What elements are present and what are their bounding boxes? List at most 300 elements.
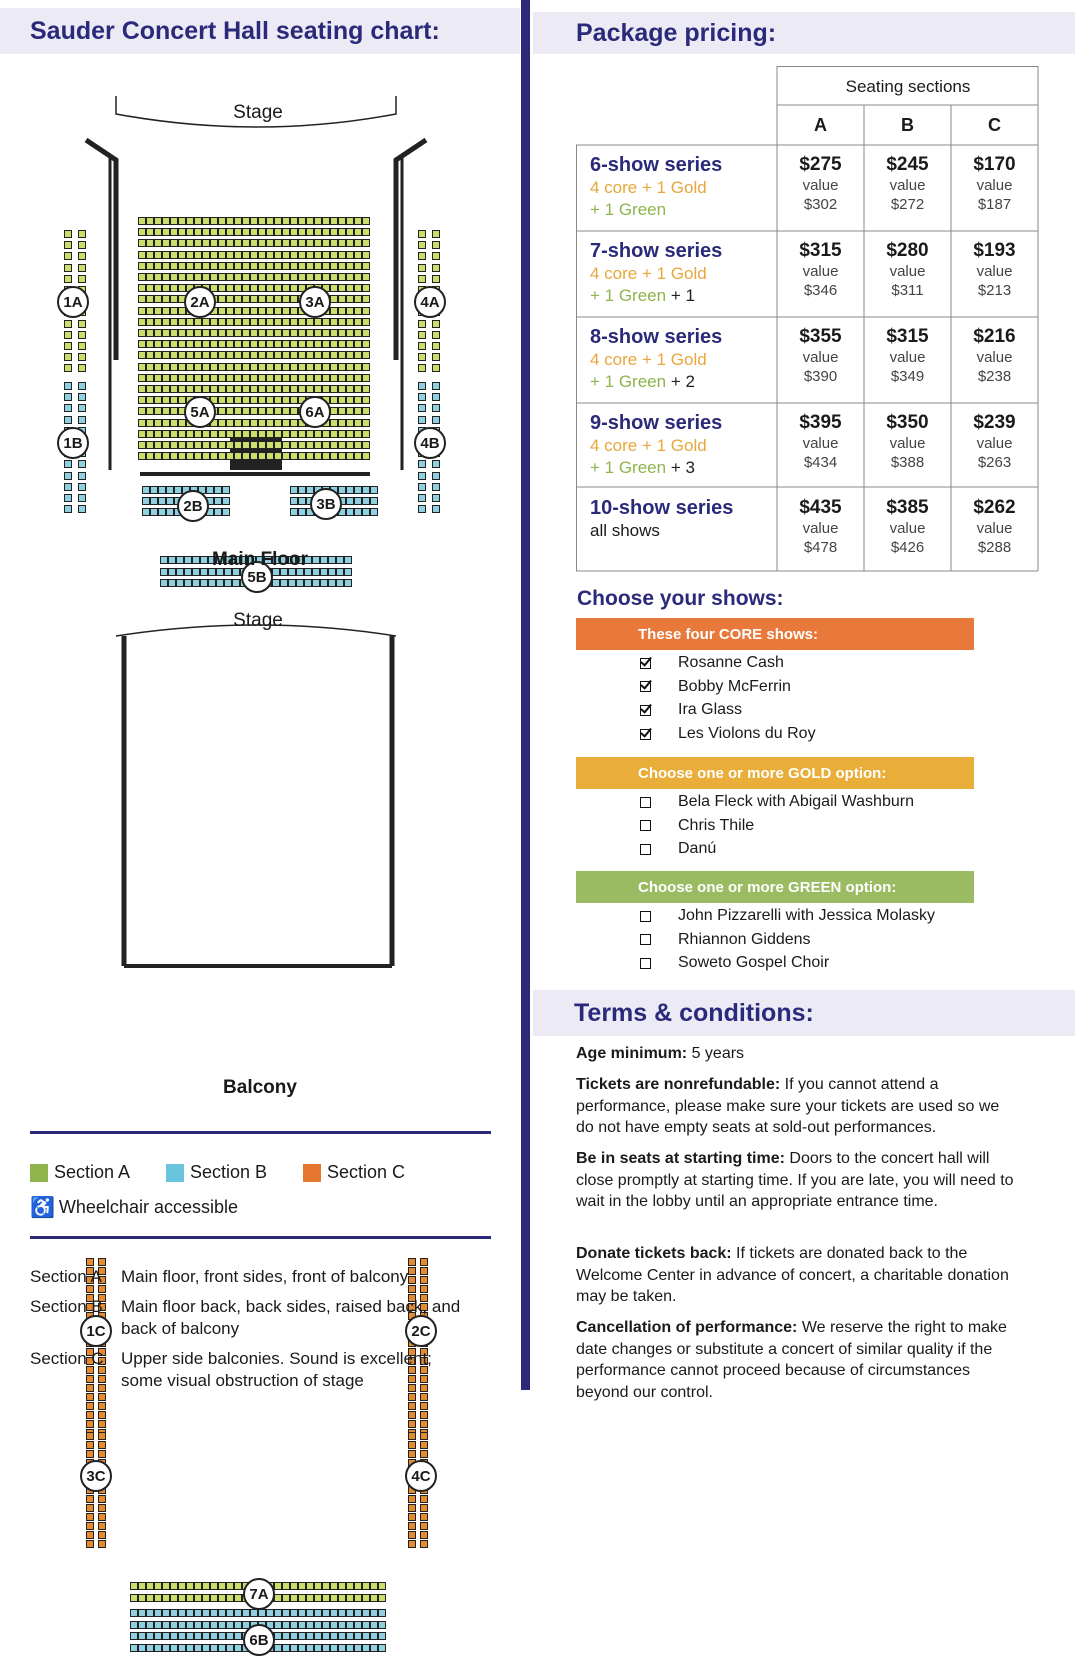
seat bbox=[298, 441, 306, 449]
checked-checkbox-icon[interactable] bbox=[640, 729, 651, 740]
green-shows-bar bbox=[576, 871, 974, 903]
seat bbox=[266, 217, 274, 225]
seat bbox=[138, 1582, 146, 1590]
seat bbox=[210, 1621, 218, 1629]
seat bbox=[250, 385, 258, 393]
seat bbox=[86, 1495, 94, 1503]
seat bbox=[266, 251, 274, 259]
green-show-item[interactable] bbox=[640, 907, 935, 925]
seat bbox=[420, 1522, 428, 1530]
seat bbox=[266, 295, 274, 303]
series-green-line bbox=[590, 285, 770, 307]
seat bbox=[282, 363, 290, 371]
seat bbox=[354, 363, 362, 371]
seat bbox=[226, 396, 234, 404]
seat bbox=[322, 374, 330, 382]
seat bbox=[314, 1632, 322, 1640]
value-amount: $288 bbox=[977, 539, 1012, 556]
seat bbox=[218, 1582, 226, 1590]
seat bbox=[218, 419, 226, 427]
seat bbox=[362, 452, 370, 460]
seat bbox=[432, 241, 440, 249]
seat bbox=[274, 396, 282, 404]
seat bbox=[226, 441, 234, 449]
seat bbox=[322, 1632, 330, 1640]
seat bbox=[226, 430, 234, 438]
seat bbox=[314, 1594, 322, 1602]
seat bbox=[194, 340, 202, 348]
seat bbox=[362, 486, 370, 494]
seat bbox=[258, 295, 266, 303]
value-amount: $187 bbox=[977, 196, 1012, 213]
seat bbox=[226, 262, 234, 270]
price-value: $350 bbox=[886, 412, 929, 433]
seat bbox=[242, 228, 250, 236]
seat bbox=[274, 419, 282, 427]
core-show-item[interactable] bbox=[640, 701, 742, 719]
seat bbox=[218, 340, 226, 348]
seat bbox=[178, 363, 186, 371]
seat bbox=[142, 497, 150, 505]
price-value: $315 bbox=[799, 240, 842, 261]
seat bbox=[226, 1644, 234, 1652]
price-value: $435 bbox=[799, 497, 842, 518]
seat bbox=[306, 351, 314, 359]
seat bbox=[330, 441, 338, 449]
seat bbox=[282, 318, 290, 326]
seat bbox=[298, 1632, 306, 1640]
section-a-swatch bbox=[30, 1164, 48, 1182]
seat bbox=[330, 1632, 338, 1640]
seat bbox=[314, 329, 322, 337]
seat bbox=[330, 262, 338, 270]
seat bbox=[370, 486, 378, 494]
seat bbox=[362, 251, 370, 259]
seat bbox=[186, 1594, 194, 1602]
seat bbox=[178, 374, 186, 382]
seat bbox=[98, 1258, 106, 1266]
seat bbox=[338, 385, 346, 393]
seat bbox=[242, 239, 250, 247]
legend-bottom-rule bbox=[30, 1236, 491, 1239]
seat bbox=[282, 295, 290, 303]
seat bbox=[378, 1621, 386, 1629]
seat bbox=[210, 385, 218, 393]
seat bbox=[202, 1582, 210, 1590]
seat bbox=[258, 1609, 266, 1617]
seat bbox=[202, 1644, 210, 1652]
seat bbox=[266, 407, 274, 415]
seat bbox=[154, 1632, 162, 1640]
seat bbox=[242, 419, 250, 427]
seat bbox=[138, 251, 146, 259]
seat bbox=[346, 363, 354, 371]
seat bbox=[418, 353, 426, 361]
seat bbox=[338, 351, 346, 359]
seat bbox=[362, 307, 370, 315]
seat bbox=[98, 1393, 106, 1401]
core-shows-bar bbox=[576, 618, 974, 650]
checkbox-icon[interactable] bbox=[640, 958, 651, 969]
seat bbox=[186, 1632, 194, 1640]
seat bbox=[64, 460, 72, 468]
seat bbox=[354, 318, 362, 326]
section-badge: 3C bbox=[80, 1460, 112, 1492]
seat bbox=[146, 1582, 154, 1590]
seat bbox=[354, 441, 362, 449]
seat bbox=[290, 239, 298, 247]
seat bbox=[170, 228, 178, 236]
seat bbox=[202, 430, 210, 438]
seat bbox=[170, 1609, 178, 1617]
seat bbox=[154, 1582, 162, 1590]
core-shows-bar-label: These four CORE shows: bbox=[638, 625, 819, 643]
seat bbox=[234, 1632, 242, 1640]
seat bbox=[346, 396, 354, 404]
seat bbox=[282, 430, 290, 438]
seat bbox=[178, 351, 186, 359]
seat bbox=[306, 1594, 314, 1602]
seat bbox=[250, 217, 258, 225]
seat bbox=[218, 441, 226, 449]
seat bbox=[154, 340, 162, 348]
seat bbox=[210, 217, 218, 225]
seat bbox=[362, 419, 370, 427]
seat bbox=[98, 1504, 106, 1512]
seat bbox=[418, 460, 426, 468]
seat bbox=[210, 1609, 218, 1617]
seat bbox=[306, 1632, 314, 1640]
seat bbox=[362, 441, 370, 449]
seat bbox=[282, 307, 290, 315]
seat bbox=[186, 1609, 194, 1617]
seat bbox=[266, 351, 274, 359]
core-show-item[interactable] bbox=[640, 725, 816, 743]
seat bbox=[186, 441, 194, 449]
seat bbox=[378, 1582, 386, 1590]
seat bbox=[258, 441, 266, 449]
seat bbox=[218, 239, 226, 247]
seat bbox=[298, 497, 306, 505]
value-amount: $311 bbox=[891, 282, 924, 299]
seat bbox=[258, 452, 266, 460]
seat bbox=[298, 430, 306, 438]
seat bbox=[202, 251, 210, 259]
seat bbox=[322, 430, 330, 438]
green-show-item[interactable] bbox=[640, 954, 829, 972]
seat bbox=[314, 318, 322, 326]
seat bbox=[354, 374, 362, 382]
seat bbox=[146, 251, 154, 259]
seat bbox=[162, 419, 170, 427]
seat bbox=[162, 228, 170, 236]
seat bbox=[178, 228, 186, 236]
seat bbox=[226, 374, 234, 382]
seat bbox=[290, 452, 298, 460]
seat bbox=[208, 579, 216, 587]
seat bbox=[354, 430, 362, 438]
seat bbox=[210, 1632, 218, 1640]
seat bbox=[86, 1450, 94, 1458]
seat bbox=[298, 508, 306, 516]
seat bbox=[290, 1632, 298, 1640]
seat bbox=[64, 252, 72, 260]
seat bbox=[258, 217, 266, 225]
seat bbox=[266, 273, 274, 281]
seat bbox=[330, 1644, 338, 1652]
price-cell bbox=[864, 497, 951, 557]
seat bbox=[290, 497, 298, 505]
seat bbox=[290, 374, 298, 382]
seat bbox=[298, 273, 306, 281]
seat bbox=[280, 579, 288, 587]
seat bbox=[138, 452, 146, 460]
seat bbox=[64, 393, 72, 401]
seat bbox=[346, 497, 354, 505]
seat bbox=[226, 273, 234, 281]
checked-checkbox-icon[interactable] bbox=[640, 658, 651, 669]
seat bbox=[432, 230, 440, 238]
seat bbox=[362, 497, 370, 505]
seat bbox=[194, 251, 202, 259]
seat bbox=[64, 505, 72, 513]
core-show-item[interactable] bbox=[640, 678, 791, 696]
seat bbox=[314, 441, 322, 449]
checked-checkbox-icon[interactable] bbox=[640, 705, 651, 716]
seat bbox=[266, 1609, 274, 1617]
seat bbox=[362, 1594, 370, 1602]
seat bbox=[338, 262, 346, 270]
seat bbox=[194, 351, 202, 359]
series-name: 10-show series bbox=[590, 497, 734, 519]
seat bbox=[290, 430, 298, 438]
seating-chart-header bbox=[0, 8, 520, 54]
green-shows-bar-label: Choose one or more GREEN option: bbox=[638, 878, 897, 896]
seat bbox=[218, 351, 226, 359]
seat bbox=[282, 1632, 290, 1640]
seat bbox=[420, 1531, 428, 1539]
value-amount: $346 bbox=[803, 282, 838, 299]
seat bbox=[274, 363, 282, 371]
seat bbox=[178, 217, 186, 225]
seat bbox=[354, 307, 362, 315]
seat bbox=[338, 273, 346, 281]
seat bbox=[432, 393, 440, 401]
show-name: Bela Fleck with Abigail Washburn bbox=[678, 793, 914, 810]
seat bbox=[330, 318, 338, 326]
price-value: $193 bbox=[973, 240, 1016, 261]
seat bbox=[138, 284, 146, 292]
seat bbox=[336, 568, 344, 576]
seat bbox=[408, 1450, 416, 1458]
seat bbox=[290, 251, 298, 259]
seat bbox=[420, 1495, 428, 1503]
seat bbox=[218, 1632, 226, 1640]
seat bbox=[420, 1513, 428, 1521]
show-name: Ira Glass bbox=[678, 701, 743, 719]
main-floor-label: Main Floor bbox=[211, 549, 309, 570]
seat bbox=[146, 452, 154, 460]
balcony-label: Balcony bbox=[223, 1077, 297, 1098]
core-show-item[interactable] bbox=[640, 654, 784, 672]
seat bbox=[64, 241, 72, 249]
checkbox-icon[interactable] bbox=[640, 820, 651, 831]
value-amount: $272 bbox=[890, 196, 925, 213]
seat bbox=[138, 396, 146, 404]
seat bbox=[86, 1540, 94, 1548]
seat bbox=[250, 340, 258, 348]
seat bbox=[162, 374, 170, 382]
price-cell bbox=[951, 154, 1038, 214]
seat bbox=[354, 1644, 362, 1652]
seat bbox=[322, 351, 330, 359]
seat bbox=[234, 374, 242, 382]
seat bbox=[222, 486, 230, 494]
seat bbox=[408, 1393, 416, 1401]
seat bbox=[432, 264, 440, 272]
seat bbox=[218, 251, 226, 259]
gold-show-item[interactable] bbox=[640, 817, 754, 835]
seat bbox=[282, 407, 290, 415]
checked-checkbox-icon[interactable] bbox=[640, 681, 651, 692]
seat bbox=[250, 1609, 258, 1617]
section-badge: 6A bbox=[299, 396, 331, 428]
seat bbox=[242, 217, 250, 225]
checkbox-icon[interactable] bbox=[640, 844, 651, 855]
seat bbox=[226, 329, 234, 337]
seat bbox=[154, 1594, 162, 1602]
seat bbox=[338, 407, 346, 415]
seat bbox=[86, 1441, 94, 1449]
seat bbox=[178, 1621, 186, 1629]
terms-header bbox=[533, 990, 1075, 1036]
seat bbox=[98, 1450, 106, 1458]
seat bbox=[298, 1644, 306, 1652]
seat bbox=[418, 241, 426, 249]
seat bbox=[234, 351, 242, 359]
green-show-item[interactable] bbox=[640, 931, 811, 949]
series-name: 9-show series bbox=[590, 412, 723, 434]
seat bbox=[266, 452, 274, 460]
seat bbox=[138, 217, 146, 225]
price-value: $262 bbox=[973, 497, 1016, 518]
gold-show-item[interactable] bbox=[640, 793, 914, 811]
checkbox-icon[interactable] bbox=[640, 911, 651, 922]
price-cell bbox=[777, 412, 864, 472]
seat bbox=[282, 217, 290, 225]
value-amount: $349 bbox=[890, 368, 925, 385]
series-row-2 bbox=[590, 240, 770, 307]
seat bbox=[178, 396, 186, 404]
seat bbox=[178, 441, 186, 449]
main-floor-stage-label: Stage bbox=[233, 102, 283, 123]
seat bbox=[322, 441, 330, 449]
seat bbox=[290, 441, 298, 449]
seat bbox=[258, 419, 266, 427]
seat bbox=[178, 318, 186, 326]
value-amount: $478 bbox=[803, 539, 838, 556]
seat bbox=[178, 329, 186, 337]
seat bbox=[234, 385, 242, 393]
section-badge: 1C bbox=[80, 1315, 112, 1347]
value-amount: $213 bbox=[977, 282, 1012, 299]
seat bbox=[170, 318, 178, 326]
term-item-5 bbox=[576, 1317, 1021, 1403]
term-label: Age minimum: bbox=[576, 1045, 688, 1062]
seat bbox=[432, 353, 440, 361]
seat bbox=[250, 407, 258, 415]
seat bbox=[322, 329, 330, 337]
seat bbox=[330, 1594, 338, 1602]
seat bbox=[192, 579, 200, 587]
seat bbox=[98, 1432, 106, 1440]
seat bbox=[194, 217, 202, 225]
seat bbox=[168, 568, 176, 576]
seat bbox=[234, 239, 242, 247]
seat bbox=[78, 275, 86, 283]
seat bbox=[288, 579, 296, 587]
seat bbox=[226, 307, 234, 315]
seat bbox=[298, 340, 306, 348]
seat bbox=[194, 228, 202, 236]
seat bbox=[234, 407, 242, 415]
seat bbox=[202, 452, 210, 460]
seat bbox=[266, 396, 274, 404]
seat bbox=[338, 1594, 346, 1602]
seat bbox=[218, 262, 226, 270]
seat bbox=[282, 1582, 290, 1590]
seat bbox=[138, 329, 146, 337]
seat bbox=[226, 452, 234, 460]
seat bbox=[362, 1609, 370, 1617]
seat bbox=[330, 363, 338, 371]
seat bbox=[298, 251, 306, 259]
seat bbox=[330, 1609, 338, 1617]
seat bbox=[98, 1411, 106, 1419]
seat bbox=[162, 340, 170, 348]
seat bbox=[138, 1609, 146, 1617]
seat bbox=[250, 351, 258, 359]
seat bbox=[234, 295, 242, 303]
checkbox-icon[interactable] bbox=[640, 797, 651, 808]
seat bbox=[354, 396, 362, 404]
seat bbox=[266, 262, 274, 270]
gold-show-item[interactable] bbox=[640, 840, 716, 858]
seat bbox=[160, 568, 168, 576]
seat bbox=[408, 1411, 416, 1419]
section-badge: 2A bbox=[184, 286, 216, 318]
seat bbox=[330, 351, 338, 359]
seat bbox=[218, 1644, 226, 1652]
seat bbox=[354, 1632, 362, 1640]
seat bbox=[242, 318, 250, 326]
seat bbox=[346, 273, 354, 281]
value-label: value bbox=[889, 263, 926, 280]
seat bbox=[64, 331, 72, 339]
seat bbox=[378, 1632, 386, 1640]
seat bbox=[370, 1632, 378, 1640]
seat bbox=[242, 251, 250, 259]
value-label: value bbox=[889, 349, 926, 366]
seat bbox=[202, 363, 210, 371]
seat bbox=[354, 217, 362, 225]
seat bbox=[330, 385, 338, 393]
seat bbox=[304, 579, 312, 587]
seat bbox=[320, 579, 328, 587]
seat bbox=[290, 1621, 298, 1629]
seat bbox=[370, 508, 378, 516]
checkbox-icon[interactable] bbox=[640, 934, 651, 945]
